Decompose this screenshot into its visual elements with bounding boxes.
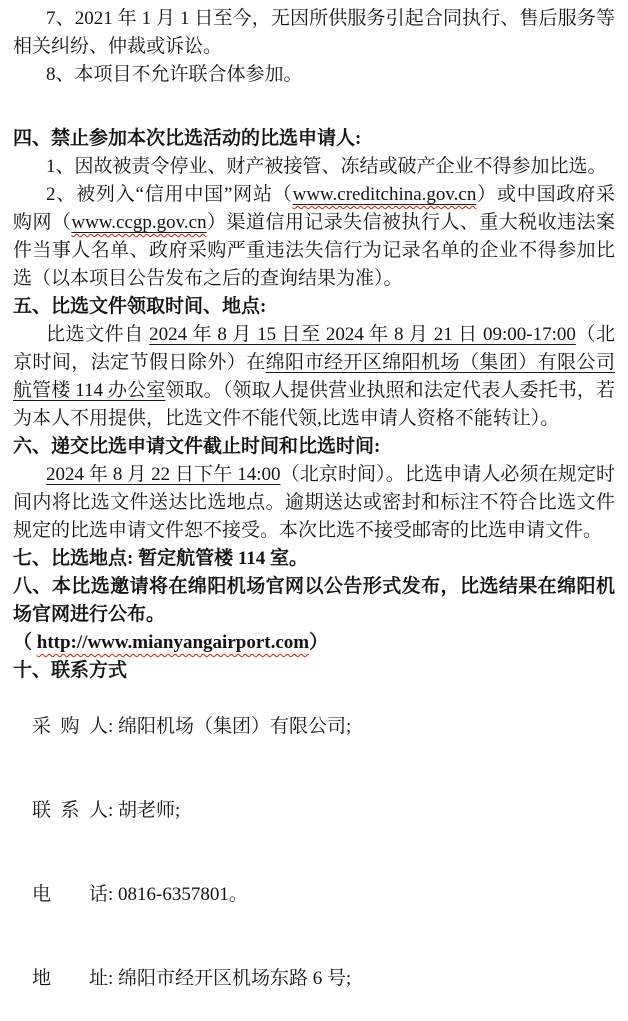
section-6-heading-text: 六、递交比选申请文件截止时间和比选时间: <box>13 436 381 457</box>
section-6-post: （北京时间）。比选申请人必须在规定时间内将比选文件送达比选地点。逾期送达或密封和标注不符合比选文件规定的比选申请文件恕不接受。本次比选不接受邮寄的比选申请文件。 <box>13 464 615 541</box>
contact-person-label: 联 系 人: <box>32 800 119 821</box>
phone-value: 0816-6357801。 <box>118 884 248 905</box>
section-6-paragraph <box>13 461 615 545</box>
contact-address-row <box>13 937 615 1021</box>
airport-website-url: http://www.mianyangairport.com <box>36 632 310 653</box>
clause-7-no-disputes <box>13 5 615 61</box>
creditchina-url: www.creditchina.gov.cn <box>292 184 477 205</box>
section-6-heading-submission-deadline <box>13 433 615 461</box>
section-4-item-2-mid: ）或中国政府采购网（ <box>13 184 615 233</box>
section-8-heading-publication <box>13 573 615 629</box>
purchaser-value: 绵阳机场（集团）有限公司; <box>118 716 352 737</box>
collection-period-underlined: 2024 年 8 月 15 日至 2024 年 8 月 21 日 09:00-17:00 <box>149 324 576 345</box>
section-4-item-2-post: ）渠道信用记录失信被执行人、重大税收违法案件当事人名单、政府采购严重违法失信行为记录名单的企业不得参加比选（以本项目公告发布之后的查询结果为准）。 <box>13 212 615 289</box>
section-5-mid: （北京时间，法定节假日除外）在 <box>13 324 615 373</box>
section-5-pre: 比选文件自 <box>46 324 150 345</box>
section-4-item-1-text: 1、因故被责令停业、财产被接管、冻结或破产企业不得参加比选。 <box>46 156 607 177</box>
ccgp-url-underline <box>71 212 206 233</box>
ccgp-url: www.ccgp.gov.cn <box>71 212 207 233</box>
section-10-heading-text: 十、联系方式 <box>13 660 128 681</box>
clause-8-no-consortium <box>13 61 615 89</box>
creditchina-url-underline <box>293 184 477 205</box>
airport-url-open-paren: （ <box>13 632 37 653</box>
address-value: 绵阳市经开区机场东路 6 号; <box>118 968 352 989</box>
deadline-time-underlined: 2024 年 8 月 22 日下午 14:00 <box>46 464 281 485</box>
contact-person-value: 胡老师; <box>118 800 181 821</box>
airport-url-close-paren: ） <box>309 632 329 653</box>
airport-website-line <box>13 629 615 657</box>
section-5-paragraph <box>13 321 615 433</box>
section-7-heading-selection-location <box>13 545 615 573</box>
clause-8-text: 8、本项目不允许联合体参加。 <box>46 64 303 85</box>
contact-person-row <box>13 769 615 853</box>
section-4-heading-prohibited-applicants <box>13 125 615 153</box>
collection-address-underlined: 绵阳市经开区绵阳机场（集团）有限公司航管楼 114 办公室 <box>13 352 615 401</box>
phone-label: 电 话: <box>32 884 119 905</box>
address-label: 地 址: <box>32 968 119 989</box>
section-5-heading-text: 五、比选文件领取时间、地点: <box>13 296 267 317</box>
section-4-item-1 <box>13 153 615 181</box>
section-4-heading-text: 四、禁止参加本次比选活动的比选申请人: <box>13 128 362 149</box>
section-8-heading-text: 八、本比选邀请将在绵阳机场官网以公告形式发布，比选结果在绵阳机场官网进行公布。 <box>13 576 615 625</box>
purchaser-label: 采 购 人: <box>32 716 119 737</box>
section-7-heading-text: 七、比选地点: 暂定航管楼 114 室。 <box>13 548 309 569</box>
contact-phone-row <box>13 853 615 937</box>
section-10-heading-contact-info <box>13 657 615 685</box>
contact-purchaser-row <box>13 685 615 769</box>
section-5-post: 领取。（领取人提供营业执照和法定代表人委托书，若为本人不用提供，比选文件不能代领,比选申请人资格不能转让）。 <box>13 380 615 429</box>
section-4-item-2 <box>13 181 615 293</box>
section-5-heading-document-collection <box>13 293 615 321</box>
clause-7-text: 7、2021 年 1 月 1 日至今，无因所供服务引起合同执行、售后服务等相关纠纷、仲裁或诉讼。 <box>13 8 615 57</box>
section-4-item-2-pre: 2、被列入“信用中国”网站（ <box>46 184 293 205</box>
